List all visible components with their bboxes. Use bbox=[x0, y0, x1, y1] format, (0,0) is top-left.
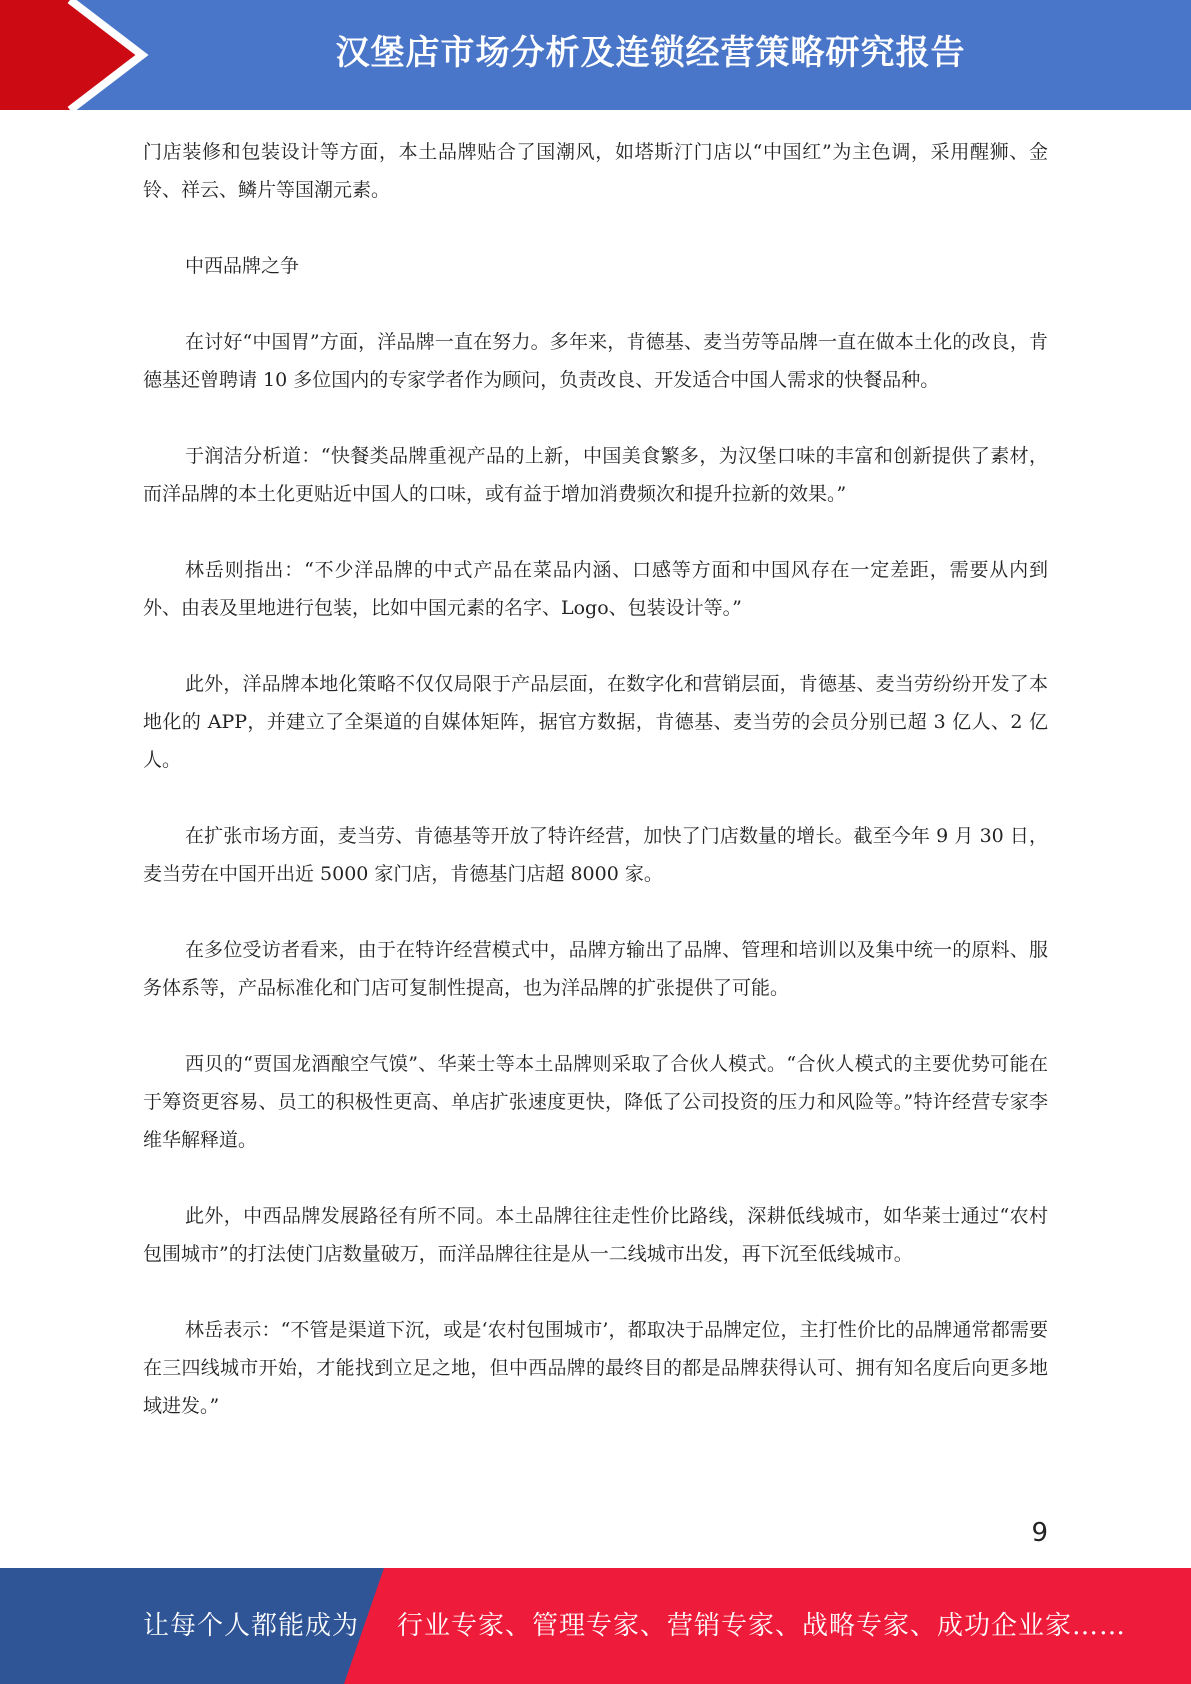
report-title: 汉堡店市场分析及连锁经营策略研究报告 bbox=[335, 33, 966, 73]
page-number: 9 bbox=[1031, 1518, 1048, 1548]
paragraph: 林岳表示：“不管是渠道下沉，或是‘农村包围城市’，都取决于品牌定位，主打性价比的品牌通常都需要在三四线城市开始，才能找到立足之地，但中西品牌的最终目的都是品牌获得认可、拥有知名度后向更多地域进发。” bbox=[143, 1319, 1048, 1417]
paragraph: 此外，洋品牌本地化策略不仅仅局限于产品层面，在数字化和营销层面，肯德基、麦当劳纷纷开发了本地化的 APP，并建立了全渠道的自媒体矩阵，据官方数据，肯德基、麦当劳的会员分别已超 3 亿人、2 亿人。 bbox=[143, 673, 1048, 771]
page-footer-bar bbox=[0, 1568, 1191, 1684]
paragraph: 在扩张市场方面，麦当劳、肯德基等开放了特许经营，加快了门店数量的增长。截至今年 9 月 30 日，麦当劳在中国开出近 5000 家门店，肯德基门店超 8000 家。 bbox=[143, 825, 1048, 885]
section-heading: 中西品牌之争 bbox=[185, 255, 300, 277]
article-body bbox=[143, 133, 1048, 1463]
paragraph: 门店装修和包装设计等方面，本土品牌贴合了国潮风，如塔斯汀门店以“中国红”为主色调，采用醒狮、金铃、祥云、鳞片等国潮元素。 bbox=[143, 141, 1048, 201]
paragraph: 在讨好“中国胃”方面，洋品牌一直在努力。多年来，肯德基、麦当劳等品牌一直在做本土化的改良，肯德基还曾聘请 10 多位国内的专家学者作为顾问，负责改良、开发适合中国人需求的快餐品种。 bbox=[143, 331, 1048, 391]
paragraph: 此外，中西品牌发展路径有所不同。本土品牌往往走性价比路线，深耕低线城市，如华莱士通过“农村包围城市”的打法使门店数量破万，而洋品牌往往是从一二线城市出发，再下沉至低线城市。 bbox=[143, 1205, 1048, 1265]
footer-slogan-left: 让每个人都能成为 bbox=[143, 1611, 360, 1641]
paragraph: 林岳则指出：“不少洋品牌的中式产品在菜品内涵、口感等方面和中国风存在一定差距，需要从内到外、由表及里地进行包装，比如中国元素的名字、Logo、包装设计等。” bbox=[143, 559, 1048, 619]
paragraph: 在多位受访者看来，由于在特许经营模式中，品牌方输出了品牌、管理和培训以及集中统一的原料、服务体系等，产品标准化和门店可复制性提高，也为洋品牌的扩张提供了可能。 bbox=[143, 939, 1048, 999]
page-header-bar bbox=[0, 0, 1191, 110]
paragraph: 西贝的“贾国龙酒酿空气馍”、华莱士等本土品牌则采取了合伙人模式。“合伙人模式的主要优势可能在于筹资更容易、员工的积极性更高、单店扩张速度更快，降低了公司投资的压力和风险等。”特许经营专家李维华解释道。 bbox=[143, 1053, 1048, 1151]
footer-slogan-right: 行业专家、管理专家、营销专家、战略专家、成功企业家…… bbox=[397, 1611, 1127, 1641]
paragraph: 于润洁分析道：“快餐类品牌重视产品的上新，中国美食繁多，为汉堡口味的丰富和创新提供了素材，而洋品牌的本土化更贴近中国人的口味，或有益于增加消费频次和提升拉新的效果。” bbox=[143, 445, 1048, 505]
